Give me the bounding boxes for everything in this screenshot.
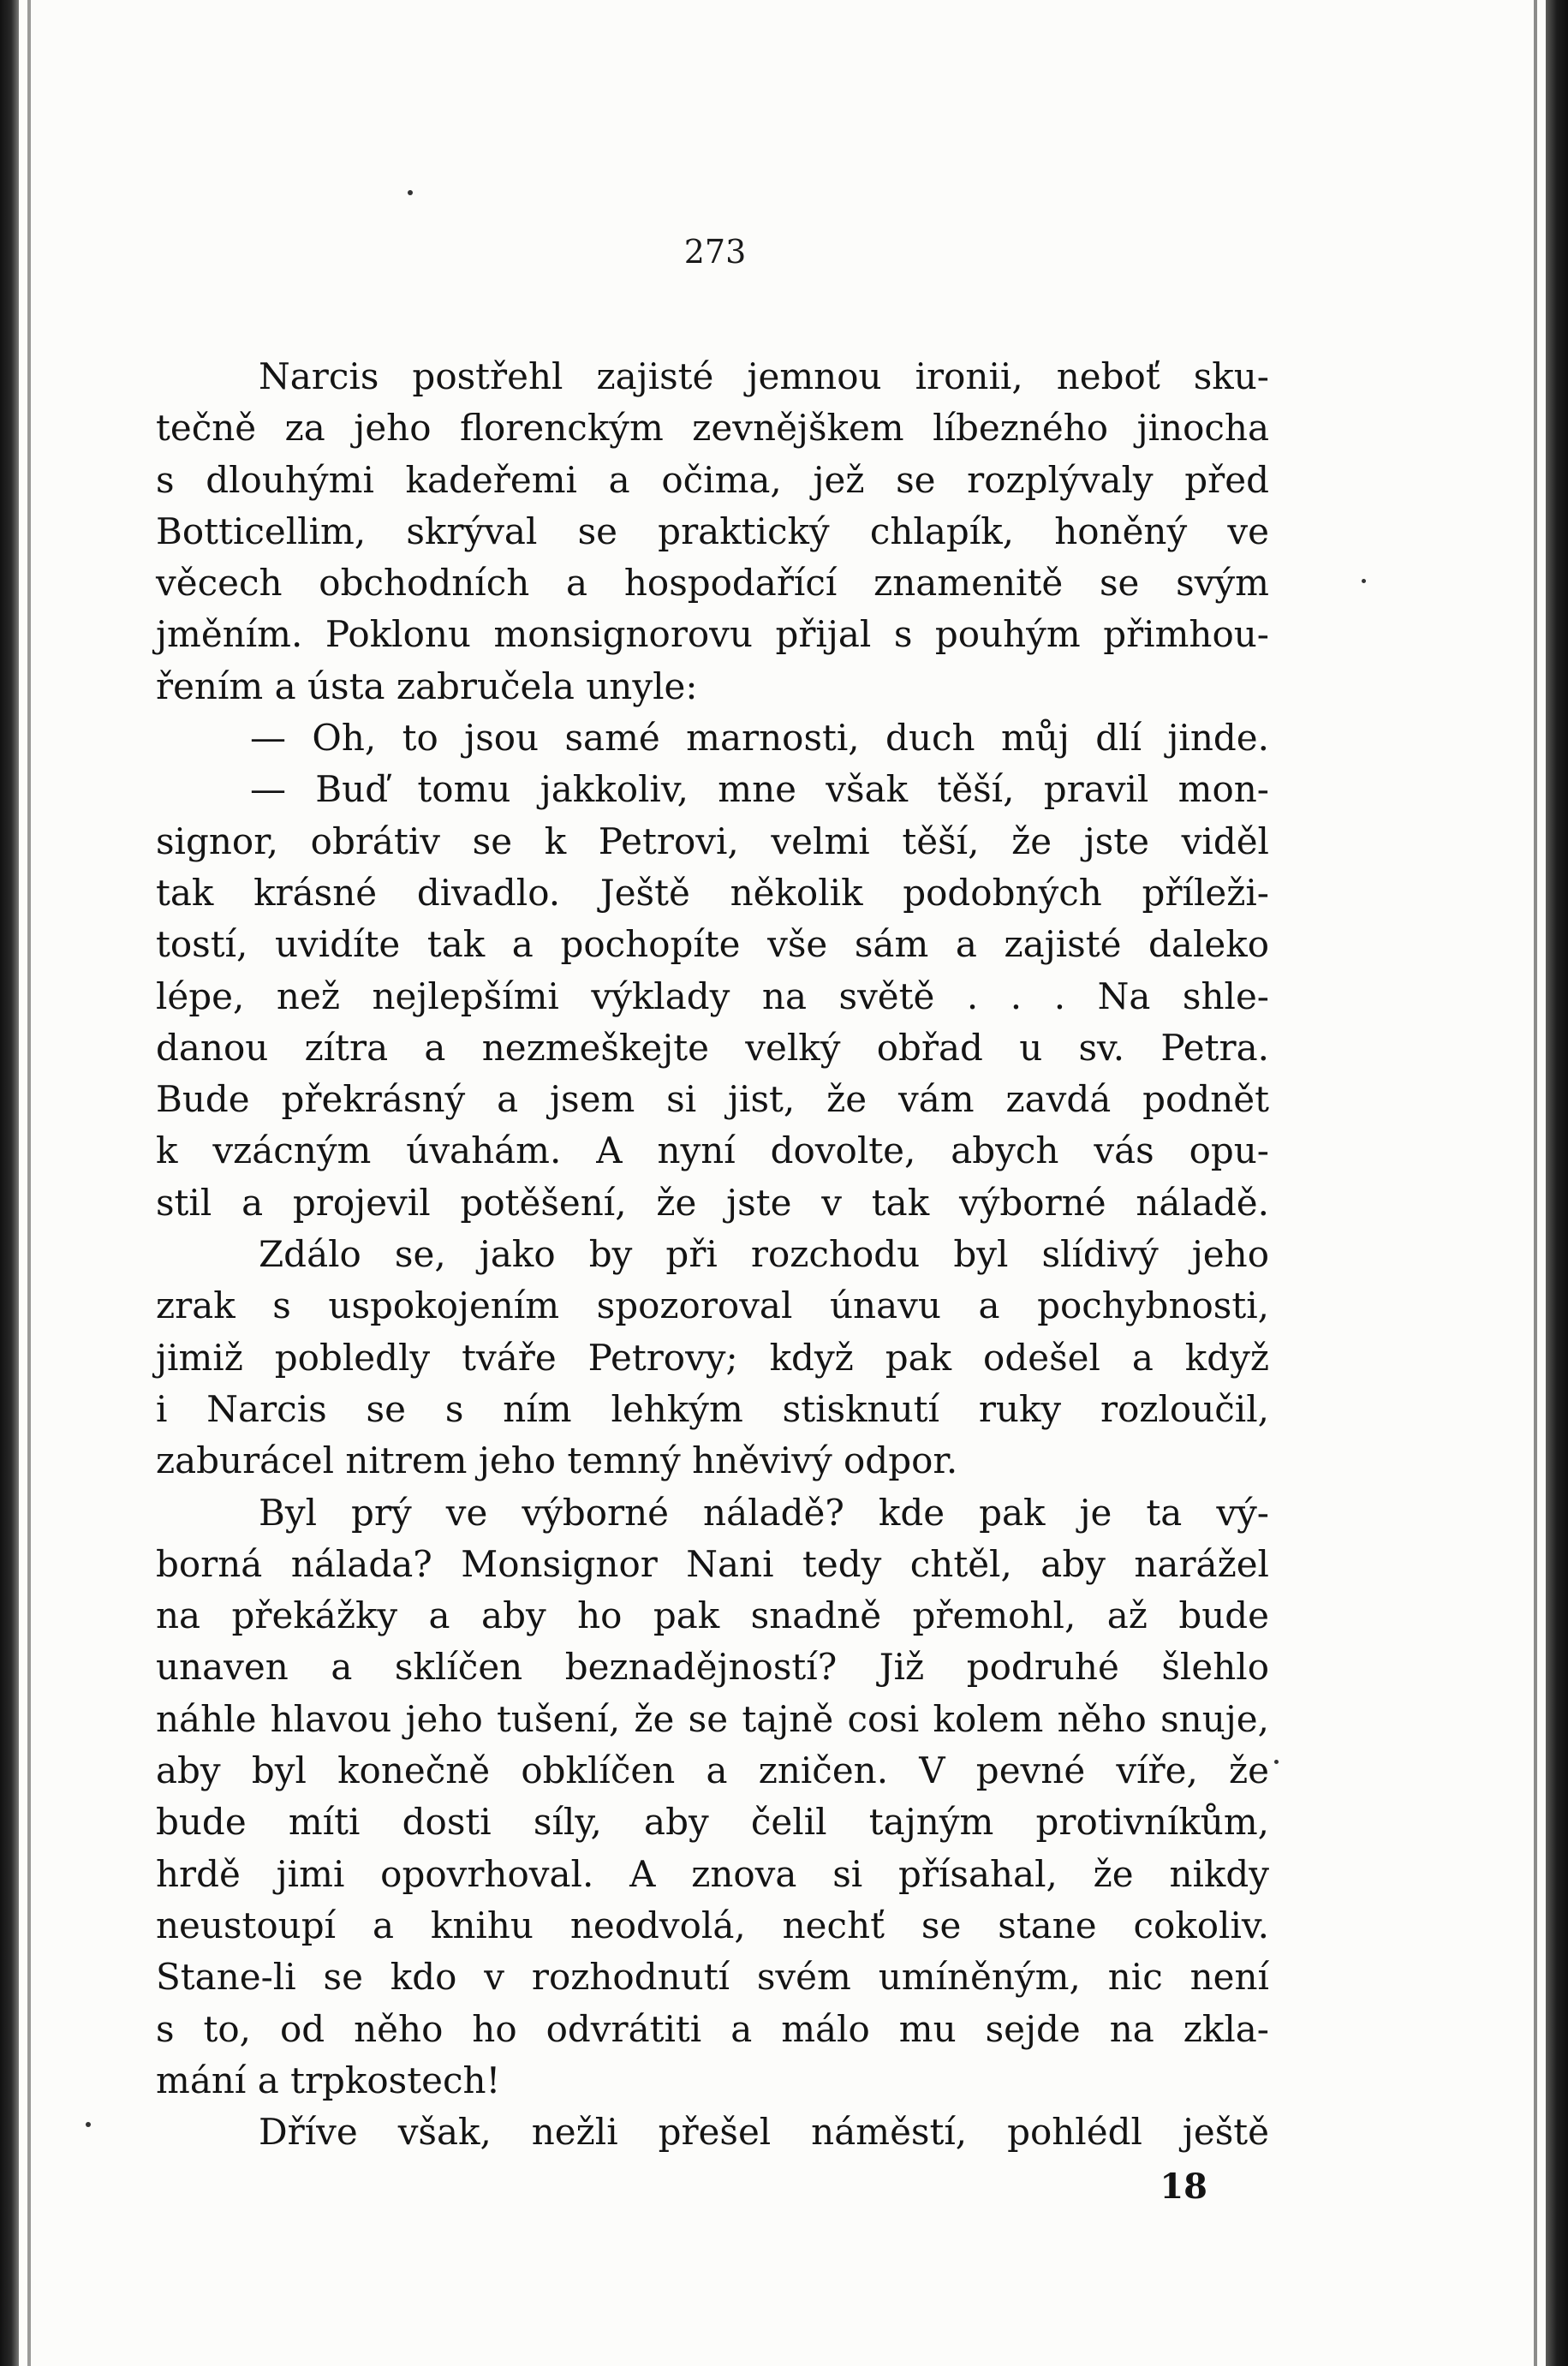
text-line: danou zítra a nezmeškejte velký obřad u sv. Petra. <box>156 1026 1269 1069</box>
text-line: bude míti dosti síly, aby čelil tajným protivníkům, <box>156 1801 1269 1844</box>
text-line: Botticellim, skrýval se praktický chlapík, honěný ve <box>156 510 1269 552</box>
text-line: náhle hlavou jeho tušení, že se tajně cosi kolem něho snuje, <box>156 1697 1269 1740</box>
text-line: lépe, než nejlepšími výklady na světě . . . Na shle- <box>156 974 1269 1017</box>
text-line: jměním. Poklonu monsignorovu přijal s pouhým přimhou- <box>156 613 1269 656</box>
body-text <box>156 351 1269 2158</box>
text-line: borná nálada? Monsignor Nani tedy chtěl, aby narážel <box>156 1542 1269 1585</box>
text-line: stil a projevil potěšení, že jste v tak výborné náladě. <box>156 1181 1269 1224</box>
text-line: — Buď tomu jakkoliv, mne však těší, pravil mon- <box>250 768 1269 811</box>
text-line: hrdě jimi opovrhoval. A znova si přísahal, že nikdy <box>156 1852 1269 1895</box>
text-line: na překážky a aby ho pak snadně přemohl, až bude <box>156 1594 1269 1637</box>
text-line: k vzácným úvahám. A nyní dovolte, abych vás opu- <box>156 1129 1269 1172</box>
text-line: Byl prý ve výborné náladě? kde pak je ta vý- <box>259 1491 1269 1534</box>
text-line: jimiž pobledly tváře Petrovy; když pak odešel a když <box>156 1336 1269 1379</box>
dust-speck <box>1274 1760 1279 1764</box>
text-line: s to, od něho ho odvrátiti a málo mu sejde na zkla- <box>156 2007 1269 2050</box>
text-line: Stane-li se kdo v rozhodnutí svém umíněným, nic není <box>156 1956 1269 1999</box>
text-line: Bude překrásný a jsem si jist, že vám zavdá podnět <box>156 1078 1269 1121</box>
text-line: neustoupí a knihu neodvolá, nechť se stane cokoliv. <box>156 1904 1269 1946</box>
text-line: Dříve však, nežli přešel náměstí, pohlédl ještě <box>259 2111 1269 2154</box>
page-number: 273 <box>683 233 747 271</box>
dust-speck <box>86 2122 91 2127</box>
text-line: Zdálo se, jako by při rozchodu byl slídivý jeho <box>259 1233 1269 1276</box>
text-line: řením a ústa zabručela unyle: <box>156 665 698 707</box>
text-line: unaven a sklíčen beznadějností? Již podruhé šlehlo <box>156 1646 1269 1689</box>
text-line: věcech obchodních a hospodařící znamenitě se svým <box>156 562 1269 605</box>
text-line: tečně za jeho florenckým zevnějškem líbezného jinocha <box>156 407 1269 450</box>
dust-speck <box>1362 579 1366 583</box>
scan-border-left-line <box>27 0 31 2366</box>
scan-border-left <box>0 0 19 2366</box>
dust-speck <box>408 190 413 195</box>
text-line: tostí, uvidíte tak a pochopíte vše sám a zajisté daleko <box>156 923 1269 966</box>
text-line: Narcis postřehl zajisté jemnou ironii, neboť sku- <box>259 355 1269 397</box>
scan-border-right-line <box>1534 0 1537 2366</box>
text-line: zrak s uspokojením spozoroval únavu a pochybnosti, <box>156 1284 1269 1327</box>
text-line: zaburácel nitrem jeho temný hněvivý odpor. <box>156 1439 958 1482</box>
text-line: aby byl konečně obklíčen a zničen. V pevné víře, že <box>156 1749 1269 1792</box>
scan-border-right <box>1546 0 1568 2366</box>
text-line: s dlouhými kadeřemi a očima, jež se rozplývaly před <box>156 458 1269 501</box>
text-line: mání a trpkostech! <box>156 2059 501 2101</box>
text-line: tak krásné divadlo. Ještě několik podobných příleži- <box>156 871 1269 914</box>
text-line: — Oh, to jsou samé marnosti, duch můj dlí jinde. <box>250 717 1269 760</box>
text-line: signor, obrátiv se k Petrovi, velmi těší, že jste viděl <box>156 819 1269 862</box>
text-line: i Narcis se s ním lehkým stisknutí ruky rozloučil, <box>156 1387 1269 1430</box>
printer-signature-mark: 18 <box>1160 2166 1207 2207</box>
